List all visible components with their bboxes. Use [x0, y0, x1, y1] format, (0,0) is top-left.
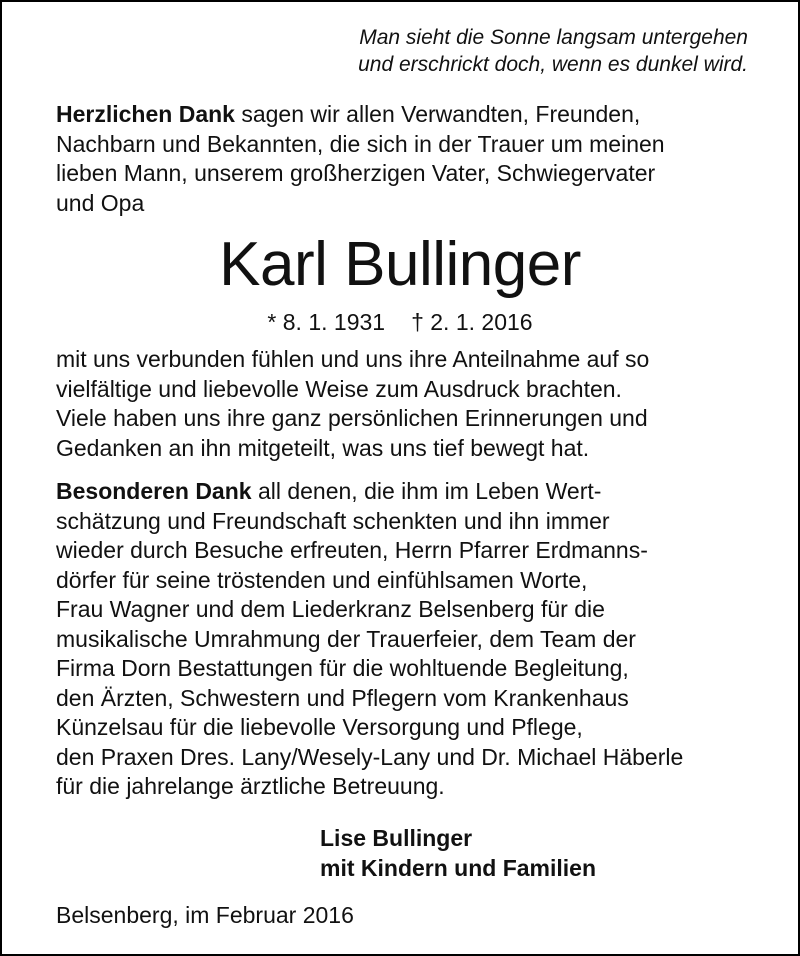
special-line: musikalische Umrahmung der Trauerfeier, dem Team der: [56, 625, 636, 652]
body-paragraph: [56, 345, 649, 463]
place-and-date: Belsenberg, im Februar 2016: [56, 902, 354, 928]
intro-paragraph: [56, 100, 665, 218]
deceased-name: Karl Bullinger: [219, 230, 581, 299]
body-line: mit uns verbunden fühlen und uns ihre Anteilnahme auf so: [56, 346, 650, 372]
signature-block: [320, 823, 596, 883]
motto-line: und erschrickt doch, wenn es dunkel wird.: [358, 53, 748, 76]
life-dates: [2, 307, 798, 337]
intro-line-rest: sagen wir allen Verwandten, Freunden,: [234, 101, 641, 127]
special-line: wieder durch Besuche erfreuten, Herrn Pfarrer Erdmanns-: [56, 537, 648, 563]
special-thanks-paragraph: [56, 477, 683, 802]
intro-line: lieben Mann, unserem großherzigen Vater, Schwiegervater: [56, 160, 656, 186]
motto-line: Man sieht die Sonne langsam untergehen: [359, 26, 748, 49]
body-line: vielfältige und liebevolle Weise zum Ausdruck brachten.: [56, 375, 622, 402]
special-line: Künzelsau für die liebevolle Versorgung und Pflege,: [56, 714, 583, 740]
intro-line: [56, 100, 665, 130]
special-line: den Ärzten, Schwestern und Pflegern vom Krankenhaus: [56, 684, 629, 711]
special-line: den Praxen Dres. Lany/Wesely-Lany und Dr. Michael Häberle: [56, 743, 684, 770]
body-line: Viele haben uns ihre ganz persönlichen Erinnerungen und: [56, 405, 648, 431]
signature-line: Lise Bullinger: [320, 825, 473, 851]
motto-quote: [288, 24, 748, 78]
body-line: Gedanken an ihn mitgeteilt, was uns tief bewegt hat.: [56, 434, 590, 461]
special-line: Frau Wagner und dem Liederkranz Belsenberg für die: [56, 596, 605, 622]
special-line: Firma Dorn Bestattungen für die wohltuende Begleitung,: [56, 655, 629, 681]
special-line: [56, 477, 683, 507]
signature-line: mit Kindern und Familien: [320, 855, 597, 881]
special-line: für die jahrelange ärztliche Betreuung.: [56, 773, 445, 799]
special-lead: Besonderen Dank: [56, 478, 252, 504]
death-date: † 2. 1. 2016: [411, 309, 533, 335]
intro-line: Nachbarn und Bekannten, die sich in der Trauer um meinen: [56, 130, 665, 157]
special-line: dörfer für seine tröstenden und einfühlsamen Worte,: [56, 566, 588, 593]
special-line: schätzung und Freundschaft schenkten und ihn immer: [56, 507, 610, 534]
special-line-rest: all denen, die ihm im Leben Wert-: [251, 478, 602, 504]
intro-lead: Herzlichen Dank: [56, 101, 235, 127]
birth-date: * 8. 1. 1931: [267, 309, 386, 335]
intro-line: und Opa: [56, 189, 145, 216]
